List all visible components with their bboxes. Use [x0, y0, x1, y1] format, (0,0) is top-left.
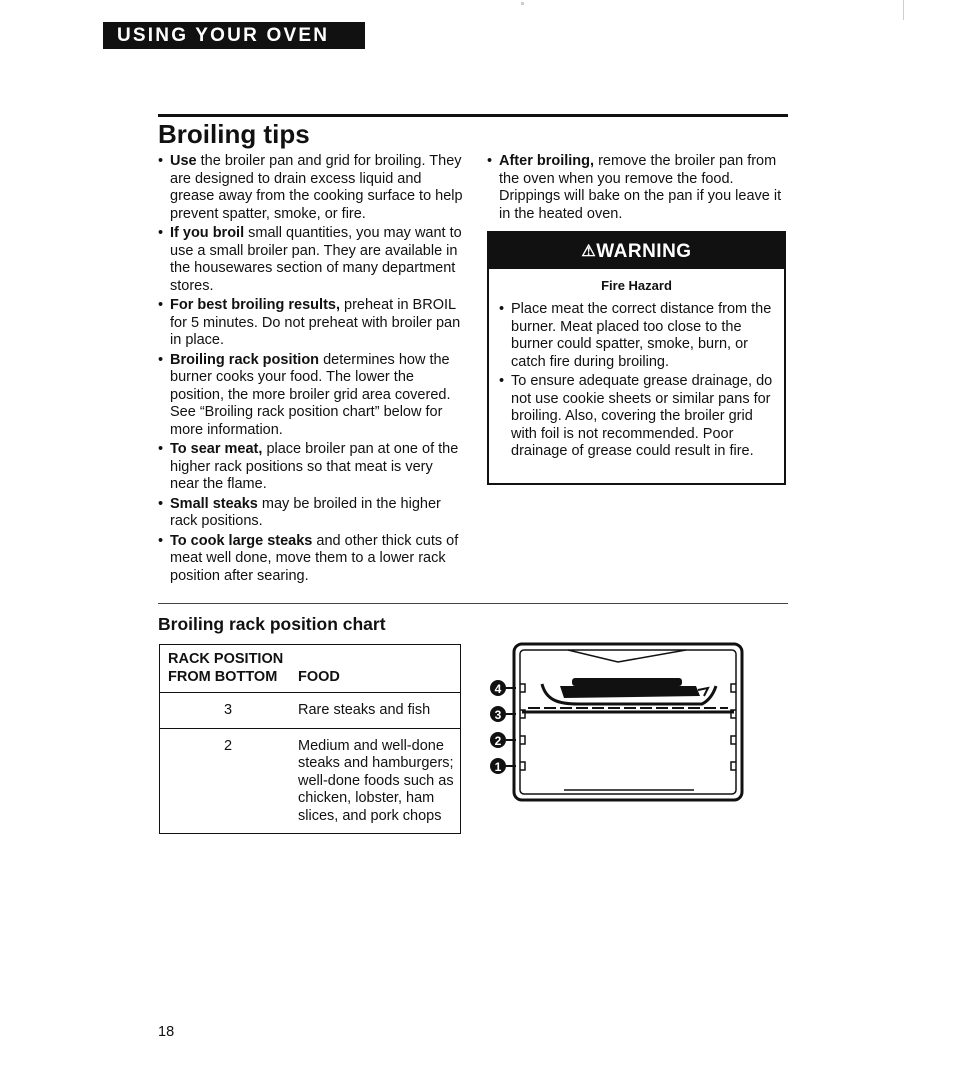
section-banner: USING YOUR OVEN: [103, 22, 365, 49]
table-row: [160, 728, 461, 834]
margin-dot: [521, 2, 524, 5]
broiler-pan: [542, 678, 716, 704]
tip-item: • For best broiling results, preheat in BROIL for 5 minutes. Do not preheat with broiler pan in place.: [158, 297, 464, 350]
table-row: [160, 693, 461, 729]
food-cell: Rare steaks and fish: [290, 693, 461, 729]
rack-position-cell: 2: [160, 728, 291, 834]
tips-left-column: [158, 153, 464, 587]
tips-list-left: [158, 153, 464, 585]
rack-position-cell: 3: [160, 693, 291, 729]
oven-cavity: [514, 644, 742, 800]
tip-item: • Small steaks may be broiled in the higher rack positions.: [158, 496, 464, 531]
tip-item: • Use the broiler pan and grid for broiling. They are designed to drain excess liquid and grease away from the cooking surface to help prevent spatter, smoke, or fire.: [158, 153, 464, 223]
warning-header: [489, 233, 784, 269]
tips-right-column: [487, 153, 787, 225]
oven-rack-diagram: [488, 640, 748, 805]
tip-item: • Broiling rack position determines how the burner cooks your food. The lower the position, the more broiler grid area covered. See “Broiling rack position chart” below for more information.: [158, 352, 464, 440]
column-header-position: RACK POSITION FROM BOTTOM: [160, 645, 291, 693]
rack-position-table: [159, 644, 461, 834]
food-cell: Medium and well-done steaks and hamburgers; well-done foods such as chicken, lobster, ham slices, and pork chops: [290, 728, 461, 834]
rack-3-label: 3: [494, 708, 502, 722]
rack-2-label: 2: [494, 734, 502, 748]
rack-chart-title: Broiling rack position chart: [158, 614, 386, 634]
margin-mark: [903, 0, 904, 20]
warning-box: [487, 231, 786, 485]
rack-number-labels: [490, 680, 516, 774]
tip-item: • If you broil small quantities, you may want to use a small broiler pan. They are available in the housewares section of many department stores.: [158, 225, 464, 295]
warning-title: WARNING: [596, 241, 692, 262]
warning-list: [489, 301, 784, 461]
tip-item: • To cook large steaks and other thick cuts of meat well done, move them to a lower rack position after searing.: [158, 533, 464, 586]
warning-triangle-icon: ⚠: [581, 243, 597, 260]
warning-subtitle: Fire Hazard: [601, 278, 672, 293]
tip-item: • To sear meat, place broiler pan at one of the higher rack positions so that meat is very near the flame.: [158, 441, 464, 494]
rack-1-label: 1: [494, 760, 502, 774]
tip-item: • After broiling, remove the broiler pan from the oven when you remove the food. Drippings will bake on the pan if you leave it in the heated oven.: [487, 153, 787, 223]
column-header-food: FOOD: [290, 645, 461, 693]
broiler-rack-position-3: [522, 708, 734, 712]
section-rule: [158, 603, 788, 604]
warning-item: • To ensure adequate grease drainage, do not use cookie sheets or similar pans for broiling. Also, covering the broiler grid with foil is not recommended. Poor drainage of grease could result in fire.: [499, 373, 776, 461]
tips-list-right: [487, 153, 787, 223]
table-header-row: [160, 645, 461, 693]
page-title: Broiling tips: [158, 119, 310, 149]
rack-4-label: 4: [494, 682, 502, 696]
warning-item: • Place meat the correct distance from the burner. Meat placed too close to the burner could spatter, smoke, burn, or catch fire during broiling.: [499, 301, 776, 371]
page-number: 18: [158, 1024, 175, 1040]
